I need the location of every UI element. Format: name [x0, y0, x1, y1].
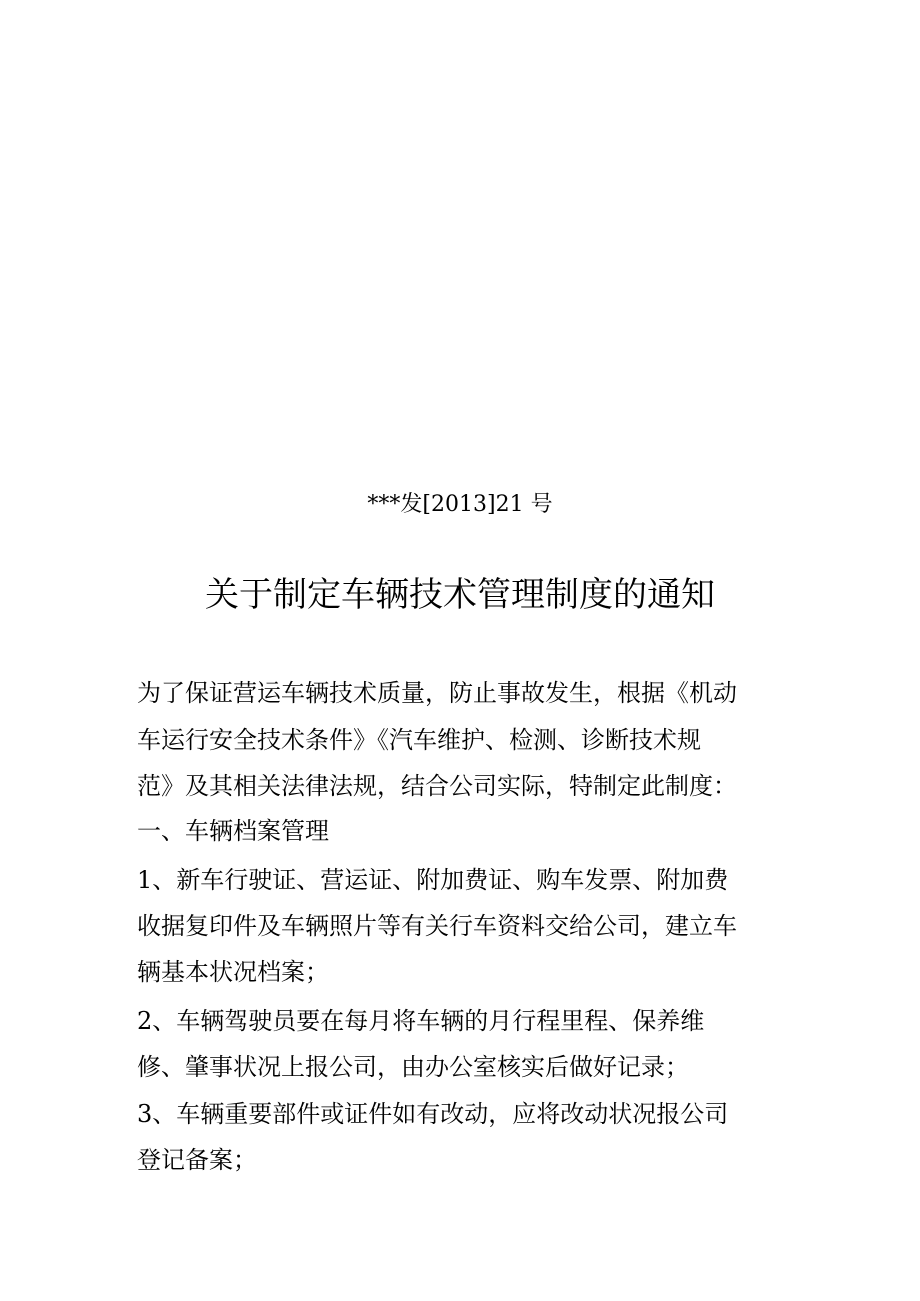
body-line: 1、新车行驶证、营运证、附加费证、购车发票、附加费 [137, 866, 729, 894]
body-line: 辆基本状况档案； [137, 958, 329, 986]
body-line: 范》及其相关法律法规，结合公司实际，特制定此制度： [137, 772, 737, 800]
body-line: 登记备案； [137, 1146, 257, 1174]
section-heading: 一、车辆档案管理 [137, 817, 329, 845]
body-line: 3、车辆重要部件或证件如有改动，应将改动状况报公司 [137, 1100, 729, 1128]
body-line: 为了保证营运车辆技术质量，防止事故发生，根据《机动 [137, 679, 737, 707]
body-line: 收据复印件及车辆照片等有关行车资料交给公司，建立车 [137, 912, 737, 940]
document-title: 关于制定车辆技术管理制度的通知 [205, 575, 715, 615]
body-line: 2、车辆驾驶员要在每月将车辆的月行程里程、保养维 [137, 1007, 705, 1035]
document-number: ***发[2013]21 号 [367, 492, 553, 517]
body-line: 车运行安全技术条件》《汽车维护、检测、诊断技术规 [137, 726, 701, 754]
body-line: 修、肇事状况上报公司，由办公室核实后做好记录； [137, 1053, 689, 1081]
